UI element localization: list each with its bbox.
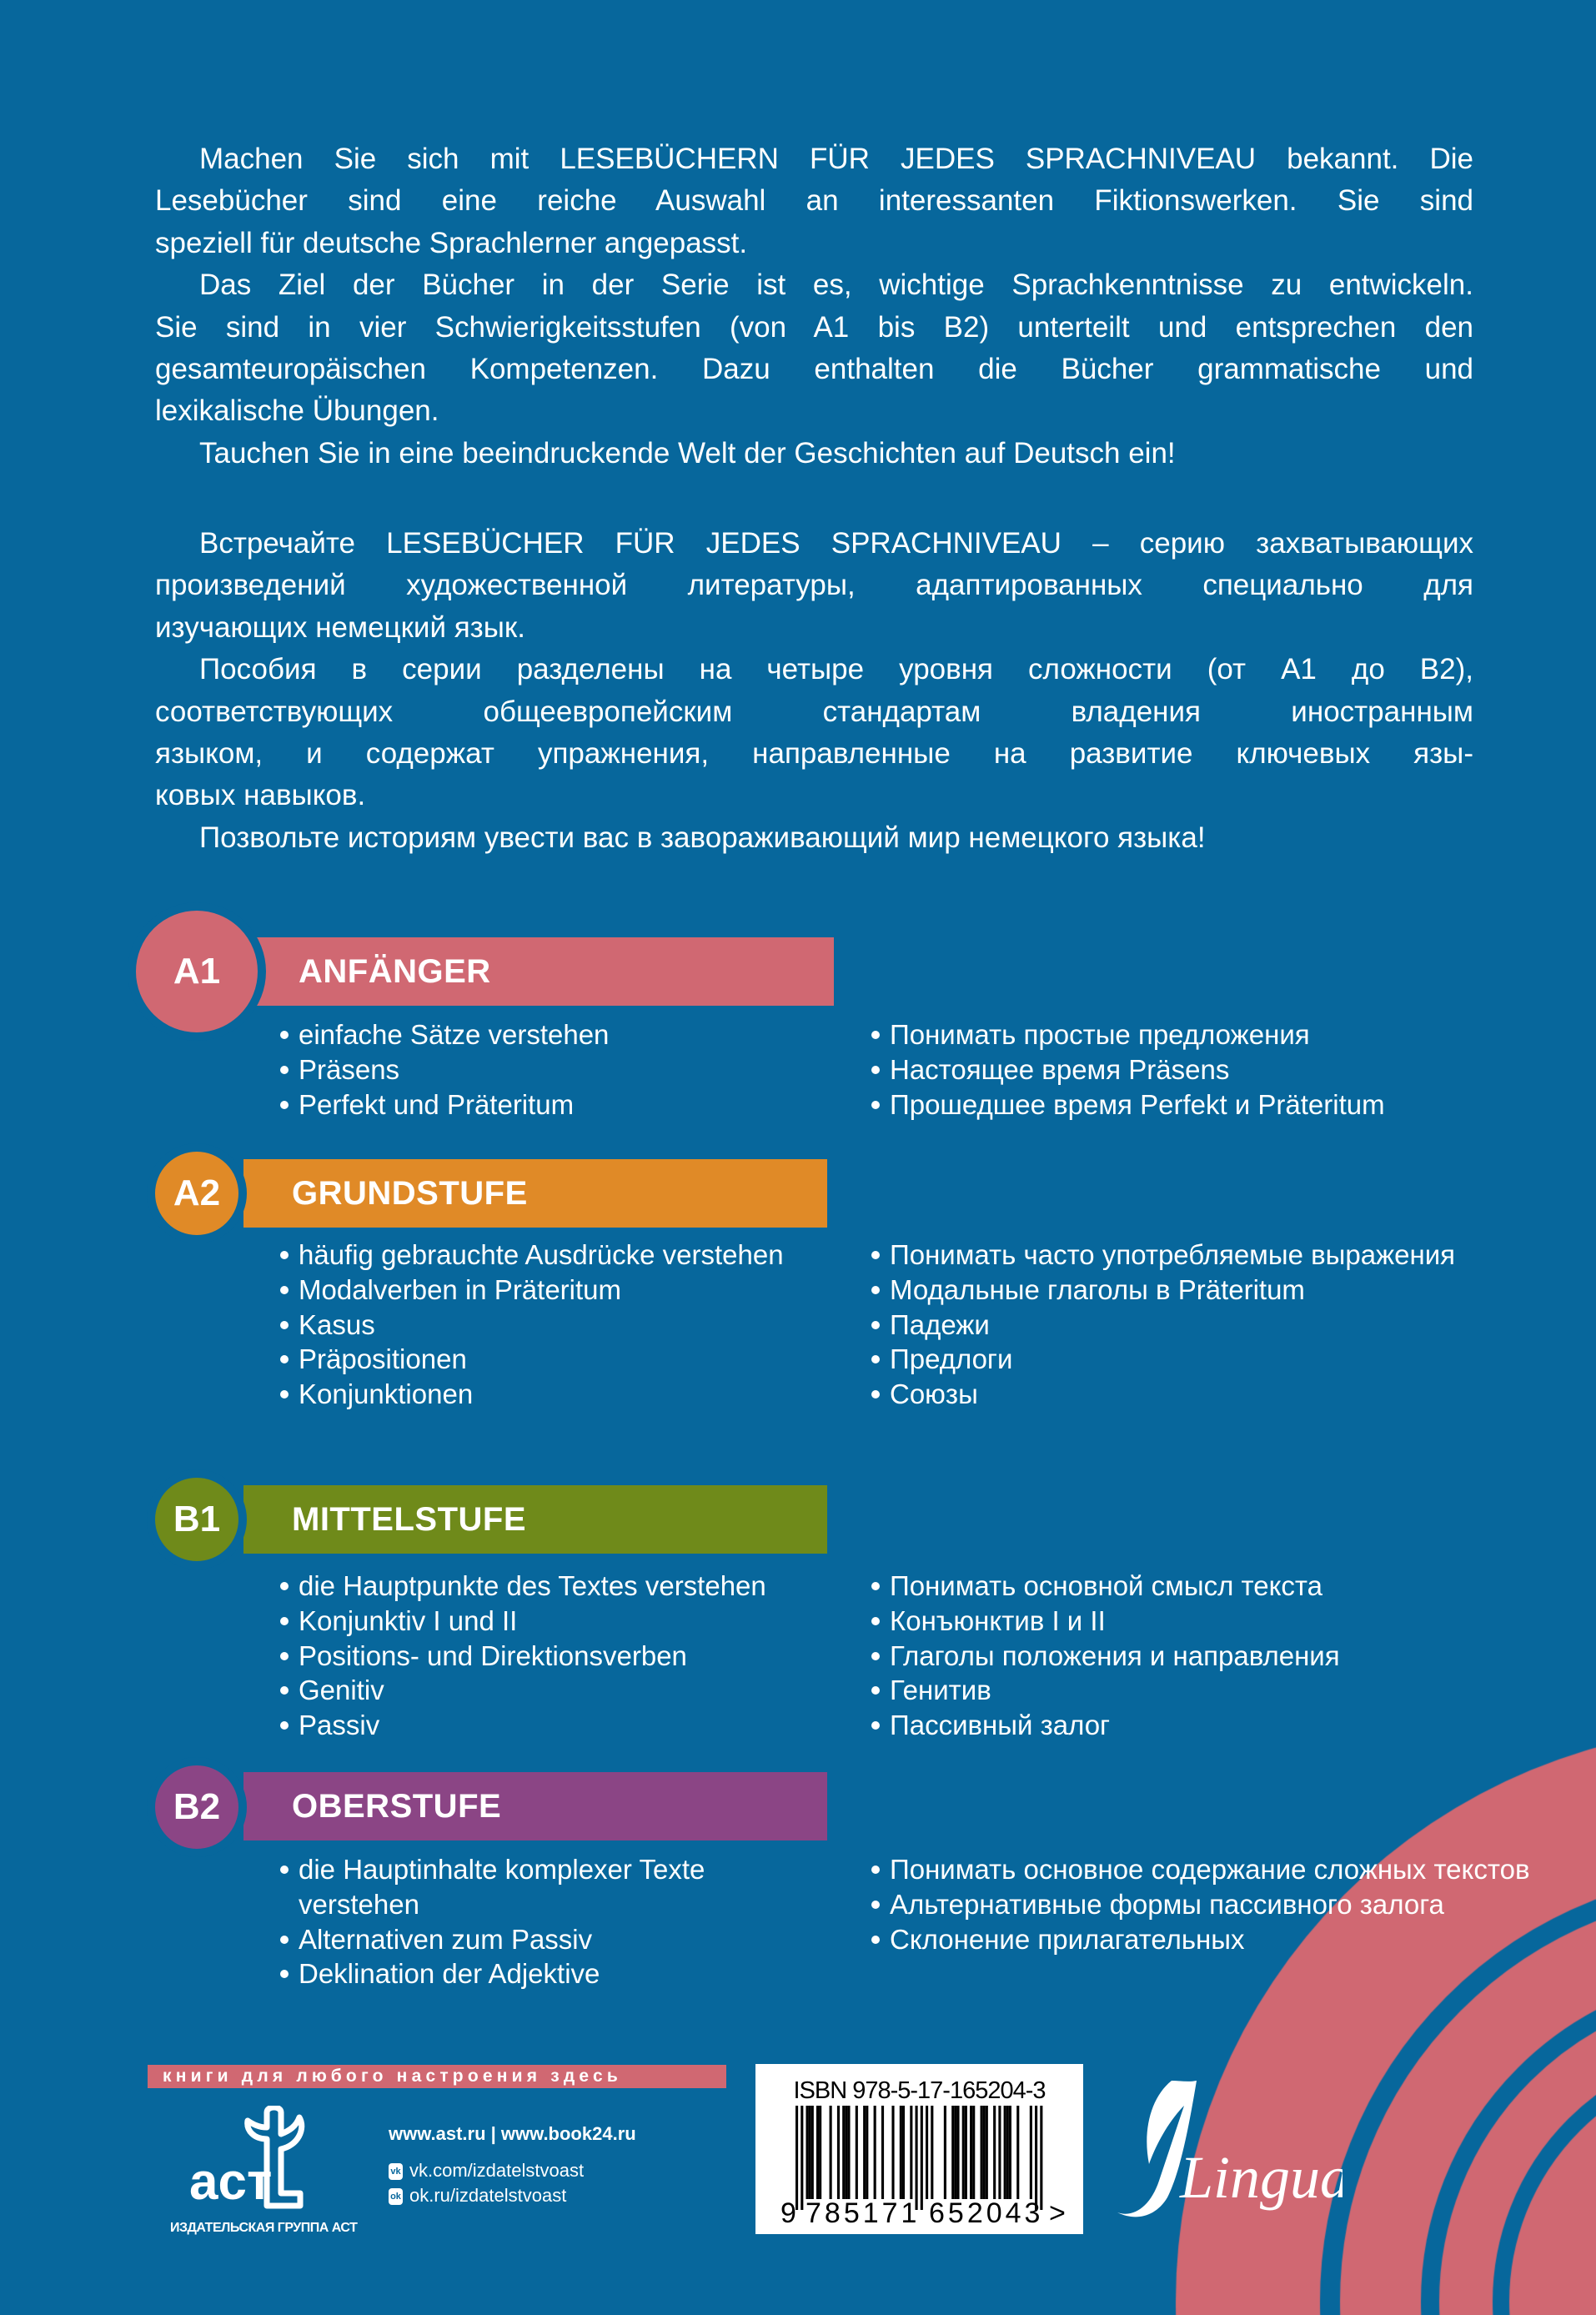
barcode-bar bbox=[845, 2106, 847, 2199]
bullet-icon bbox=[280, 1286, 289, 1294]
paragraph-line: gesamteuropäischen Kompetenzen. Dazu enthalten die Bücher grammatische und bbox=[155, 352, 1473, 385]
lingua-logo bbox=[1109, 2072, 1343, 2231]
vk-link[interactable] bbox=[389, 2160, 584, 2182]
barcode-bar bbox=[944, 2106, 946, 2199]
barcode-bar bbox=[806, 2106, 808, 2199]
list-item-text: Alternativen zum Passiv bbox=[299, 1923, 593, 1955]
level-items-german bbox=[280, 1852, 831, 1991]
list-item bbox=[871, 1377, 1572, 1412]
list-item bbox=[871, 1238, 1572, 1273]
list-item bbox=[280, 1956, 831, 1991]
list-item bbox=[280, 1377, 831, 1412]
paragraph-line: Tauchen Sie in eine beeindruckende Welt der Geschichten auf Deutsch ein! bbox=[199, 436, 1176, 470]
barcode-bar bbox=[1006, 2106, 1009, 2199]
ok-link[interactable] bbox=[389, 2185, 566, 2207]
barcode-bar bbox=[819, 2106, 821, 2199]
barcode-bar bbox=[801, 2106, 803, 2210]
list-item-text: Падежи bbox=[890, 1308, 990, 1340]
barcode-bar bbox=[981, 2106, 983, 2199]
barcode-bar bbox=[956, 2106, 959, 2199]
ok-link-text[interactable]: ok.ru/izdatelstvoast bbox=[409, 2185, 567, 2206]
bullet-icon bbox=[280, 1251, 289, 1259]
barcode-bar bbox=[986, 2106, 988, 2199]
list-item-text: Passiv bbox=[299, 1710, 380, 1741]
list-item bbox=[280, 1052, 831, 1087]
website-links[interactable]: www.ast.ru | www.book24.ru bbox=[389, 2123, 636, 2144]
bullet-icon bbox=[871, 1031, 880, 1039]
barcode-arrow: > bbox=[1049, 2197, 1066, 2229]
list-item bbox=[871, 1673, 1572, 1708]
list-item bbox=[280, 1017, 831, 1052]
bullet-icon bbox=[871, 1251, 880, 1259]
bullet-icon bbox=[871, 1066, 880, 1074]
level-badge: A1 bbox=[128, 902, 266, 1041]
list-item bbox=[871, 1852, 1572, 1887]
level-badge: B2 bbox=[147, 1757, 247, 1857]
bullet-icon bbox=[280, 1866, 289, 1874]
level-title: ANFÄNGER bbox=[299, 953, 491, 990]
paragraph-line: Machen Sie sich mit LESEBÜCHERN FÜR JEDES SPRACHNIVEAU bekannt. Die bbox=[199, 143, 1473, 175]
list-item-text: Предлоги bbox=[890, 1343, 1013, 1375]
list-item bbox=[280, 1342, 831, 1377]
list-item-text: Пассивный залог bbox=[890, 1710, 1111, 1741]
bullet-icon bbox=[280, 1970, 289, 1978]
list-item bbox=[871, 1342, 1572, 1377]
barcode-bar bbox=[866, 2106, 868, 2199]
barcode-left-digits: 785171 bbox=[806, 2197, 921, 2229]
list-item-text: die Hauptpunkte des Textes verstehen bbox=[299, 1570, 766, 1601]
isbn-barcode bbox=[755, 2064, 1083, 2234]
bullet-icon bbox=[280, 1066, 289, 1074]
level-items-german bbox=[280, 1017, 831, 1122]
list-item bbox=[280, 1308, 831, 1343]
intro-text-russian bbox=[155, 523, 1473, 859]
list-item bbox=[280, 1673, 831, 1708]
paragraph-line: Пособия в серии разделены на четыре уровня сложности (от А1 до В2), bbox=[199, 653, 1473, 686]
barcode-bar bbox=[902, 2106, 905, 2199]
intro-text-german bbox=[155, 138, 1473, 475]
level-badge: B1 bbox=[147, 1469, 247, 1569]
ast-logo bbox=[188, 2106, 329, 2210]
barcode-right-digits: 652043 bbox=[929, 2197, 1044, 2229]
list-item bbox=[280, 1273, 831, 1308]
barcode-bar bbox=[1009, 2106, 1011, 2199]
ast-logo-text: аст bbox=[189, 2153, 273, 2210]
barcode-bar bbox=[891, 2106, 894, 2199]
list-item-text: Modalverben in Präteritum bbox=[299, 1273, 622, 1305]
barcode-bar bbox=[842, 2106, 845, 2199]
list-item-text: Понимать основной смысл текста bbox=[890, 1570, 1322, 1601]
list-item-text: Модальные глаголы в Präteritum bbox=[890, 1273, 1305, 1305]
list-item-text: Kasus bbox=[299, 1308, 375, 1340]
level-title: MITTELSTUFE bbox=[292, 1501, 527, 1538]
barcode-bar bbox=[809, 2106, 811, 2199]
list-item bbox=[280, 1708, 831, 1743]
level-title: GRUNDSTUFE bbox=[292, 1175, 528, 1212]
bullet-icon bbox=[871, 1101, 880, 1109]
level-banner-a2 bbox=[243, 1159, 827, 1228]
list-item-text: Понимать основное содержание сложных текстов bbox=[890, 1854, 1530, 1885]
list-item bbox=[280, 1604, 831, 1639]
bullet-icon bbox=[280, 1936, 289, 1944]
barcode-bar bbox=[1030, 2106, 1032, 2199]
bullet-icon bbox=[871, 1582, 880, 1590]
paragraph-line: произведений художественной литературы, адаптированных специально для bbox=[155, 569, 1473, 602]
list-item-text: Альтернативные формы пассивного залога bbox=[890, 1888, 1444, 1920]
barcode-bar bbox=[931, 2106, 933, 2199]
bullet-icon bbox=[871, 1390, 880, 1399]
barcode-bar bbox=[926, 2106, 928, 2199]
isbn-text: ISBN 978-5-17-165204-3 bbox=[793, 2077, 1046, 2104]
list-item bbox=[871, 1017, 1572, 1052]
bullet-icon bbox=[280, 1031, 289, 1039]
barcode-bar bbox=[811, 2106, 814, 2199]
paragraph-line: Встречайте LESEBÜCHER FÜR JEDES SPRACHNIVEAU – серию захватывающих bbox=[199, 527, 1473, 560]
paragraph-line: speziell für deutsche Sprachlerner angepasst. bbox=[155, 226, 748, 259]
slogan-banner: книги для любого настроения здесь bbox=[148, 2065, 726, 2088]
list-item-text: einfache Sätze verstehen bbox=[299, 1019, 610, 1050]
bullet-icon bbox=[280, 1721, 289, 1730]
list-item bbox=[280, 1639, 831, 1674]
list-item bbox=[871, 1708, 1572, 1743]
barcode-bar bbox=[881, 2106, 884, 2199]
list-item-text: Positions- und Direktionsverben bbox=[299, 1640, 687, 1671]
barcode-bar bbox=[847, 2106, 850, 2199]
list-item bbox=[871, 1569, 1572, 1604]
bullet-icon bbox=[280, 1321, 289, 1329]
level-items-russian bbox=[871, 1852, 1572, 1956]
bullet-icon bbox=[871, 1652, 880, 1660]
bullet-icon bbox=[280, 1686, 289, 1695]
level-title: OBERSTUFE bbox=[292, 1788, 502, 1825]
vk-link-text[interactable]: vk.com/izdatelstvoast bbox=[409, 2160, 585, 2181]
list-item bbox=[871, 1887, 1572, 1922]
barcode-bar bbox=[795, 2106, 798, 2210]
bullet-icon bbox=[280, 1582, 289, 1590]
list-item bbox=[871, 1604, 1572, 1639]
barcode-bar bbox=[910, 2106, 912, 2199]
list-item-text: Конъюнктив I и II bbox=[890, 1604, 1106, 1636]
bullet-icon bbox=[871, 1901, 880, 1909]
list-item-text: Генитив bbox=[890, 1675, 991, 1706]
barcode-bar bbox=[916, 2106, 918, 2210]
bullet-icon bbox=[871, 1721, 880, 1730]
list-item bbox=[871, 1639, 1572, 1674]
paragraph-line: Das Ziel der Bücher in der Serie ist es, wichtige Sprachkenntnisse zu entwickeln. bbox=[199, 269, 1473, 302]
barcode-bar bbox=[993, 2106, 996, 2199]
barcode-bar bbox=[972, 2106, 975, 2199]
bullet-icon bbox=[280, 1355, 289, 1363]
level-items-russian bbox=[871, 1569, 1572, 1743]
list-item-text: Настоящее время Präsens bbox=[890, 1053, 1230, 1085]
list-item-text: Präsens bbox=[299, 1053, 400, 1085]
paragraph-line: ковых навыков. bbox=[155, 779, 366, 812]
barcode-bar bbox=[1004, 2106, 1006, 2199]
barcode-bar bbox=[965, 2106, 967, 2199]
paragraph-line: изучающих немецкий язык. bbox=[155, 610, 525, 644]
barcode-bar bbox=[962, 2106, 965, 2199]
barcode-bar bbox=[856, 2106, 858, 2199]
barcode-bar bbox=[983, 2106, 986, 2199]
list-item bbox=[280, 1087, 831, 1122]
bullet-icon bbox=[280, 1390, 289, 1399]
vk-icon: vk bbox=[389, 2163, 403, 2180]
list-item-text: häufig gebrauchte Ausdrücke verstehen bbox=[299, 1239, 784, 1270]
barcode-bar bbox=[900, 2106, 902, 2199]
bullet-icon bbox=[871, 1936, 880, 1944]
list-item bbox=[871, 1052, 1572, 1087]
paragraph-line: lexikalische Übungen. bbox=[155, 394, 439, 428]
barcode-bar bbox=[998, 2106, 1001, 2199]
bullet-icon bbox=[871, 1866, 880, 1874]
bullet-icon bbox=[871, 1617, 880, 1625]
list-item bbox=[280, 1852, 831, 1922]
barcode-bar bbox=[863, 2106, 866, 2199]
barcode-bar bbox=[1035, 2106, 1037, 2210]
list-item bbox=[280, 1922, 831, 1957]
level-items-russian bbox=[871, 1238, 1572, 1412]
bullet-icon bbox=[871, 1321, 880, 1329]
barcode-bar bbox=[954, 2106, 956, 2199]
list-item-text: Понимать простые предложения bbox=[890, 1019, 1310, 1050]
list-item bbox=[871, 1308, 1572, 1343]
list-item-text: Глаголы положения и направления bbox=[890, 1640, 1340, 1671]
barcode-bar bbox=[874, 2106, 876, 2199]
level-items-german bbox=[280, 1569, 831, 1743]
list-item-text: Прошедшее время Perfekt и Präteritum bbox=[890, 1088, 1385, 1120]
list-item-text: Genitiv bbox=[299, 1675, 384, 1706]
level-badge: A2 bbox=[147, 1143, 247, 1243]
bullet-icon bbox=[280, 1652, 289, 1660]
bullet-icon bbox=[280, 1101, 289, 1109]
list-item bbox=[280, 1238, 831, 1273]
bullet-icon bbox=[280, 1617, 289, 1625]
list-item-text: Склонение прилагательных bbox=[890, 1923, 1245, 1955]
barcode-bar bbox=[970, 2106, 972, 2199]
barcode-bar bbox=[921, 2106, 923, 2210]
paragraph-line: Sie sind in vier Schwierigkeitsstufen (von A1 bis B2) unterteilt und entsprechen den bbox=[155, 310, 1473, 344]
level-banner-a1 bbox=[250, 937, 834, 1006]
level-items-german bbox=[280, 1238, 831, 1412]
ok-icon: ok bbox=[389, 2188, 403, 2205]
barcode-bar bbox=[830, 2106, 832, 2199]
level-banner-b1 bbox=[243, 1485, 827, 1554]
bullet-icon bbox=[871, 1686, 880, 1695]
barcode-bar bbox=[1016, 2106, 1019, 2199]
list-item-text: die Hauptinhalte komplexer Texte verstehen bbox=[299, 1854, 705, 1920]
level-items-russian bbox=[871, 1017, 1572, 1122]
level-banner-b2 bbox=[243, 1772, 827, 1840]
paragraph-line: Lesebücher sind eine reiche Auswahl an interessanten Fiktionswerken. Sie sind bbox=[155, 184, 1473, 218]
bullet-icon bbox=[871, 1286, 880, 1294]
barcode-bar bbox=[837, 2106, 840, 2199]
barcode-bar bbox=[951, 2106, 954, 2199]
list-item-text: Понимать часто употребляемые выражения bbox=[890, 1239, 1456, 1270]
list-item bbox=[280, 1569, 831, 1604]
list-item bbox=[871, 1273, 1572, 1308]
list-item bbox=[871, 1087, 1572, 1122]
barcode-first-digit: 9 bbox=[780, 2197, 796, 2229]
list-item bbox=[871, 1922, 1572, 1957]
publisher-name: ИЗДАТЕЛЬСКАЯ ГРУППА АСТ bbox=[170, 2221, 358, 2235]
list-item-text: Deklination der Adjektive bbox=[299, 1958, 600, 1990]
paragraph-line: соответствующих общеевропейским стандартам владения иностранным bbox=[155, 695, 1473, 728]
list-item-text: Präpositionen bbox=[299, 1343, 467, 1375]
list-item-text: Konjunktiv I und II bbox=[299, 1604, 518, 1636]
lingua-logo-text: Lingua bbox=[1180, 2144, 1343, 2211]
list-item-text: Союзы bbox=[890, 1378, 978, 1410]
list-item-text: Perfekt und Präteritum bbox=[299, 1088, 575, 1120]
barcode-bar bbox=[816, 2106, 819, 2199]
paragraph-line: Позвольте историям увести вас в завораживающий мир немецкого языка! bbox=[199, 821, 1206, 854]
paragraph-line: языком, и содержат упражнения, направленные на развитие ключевых язы- bbox=[155, 736, 1473, 770]
barcode-bar bbox=[1040, 2106, 1042, 2210]
bullet-icon bbox=[871, 1355, 880, 1363]
list-item-text: Konjunktionen bbox=[299, 1378, 474, 1410]
